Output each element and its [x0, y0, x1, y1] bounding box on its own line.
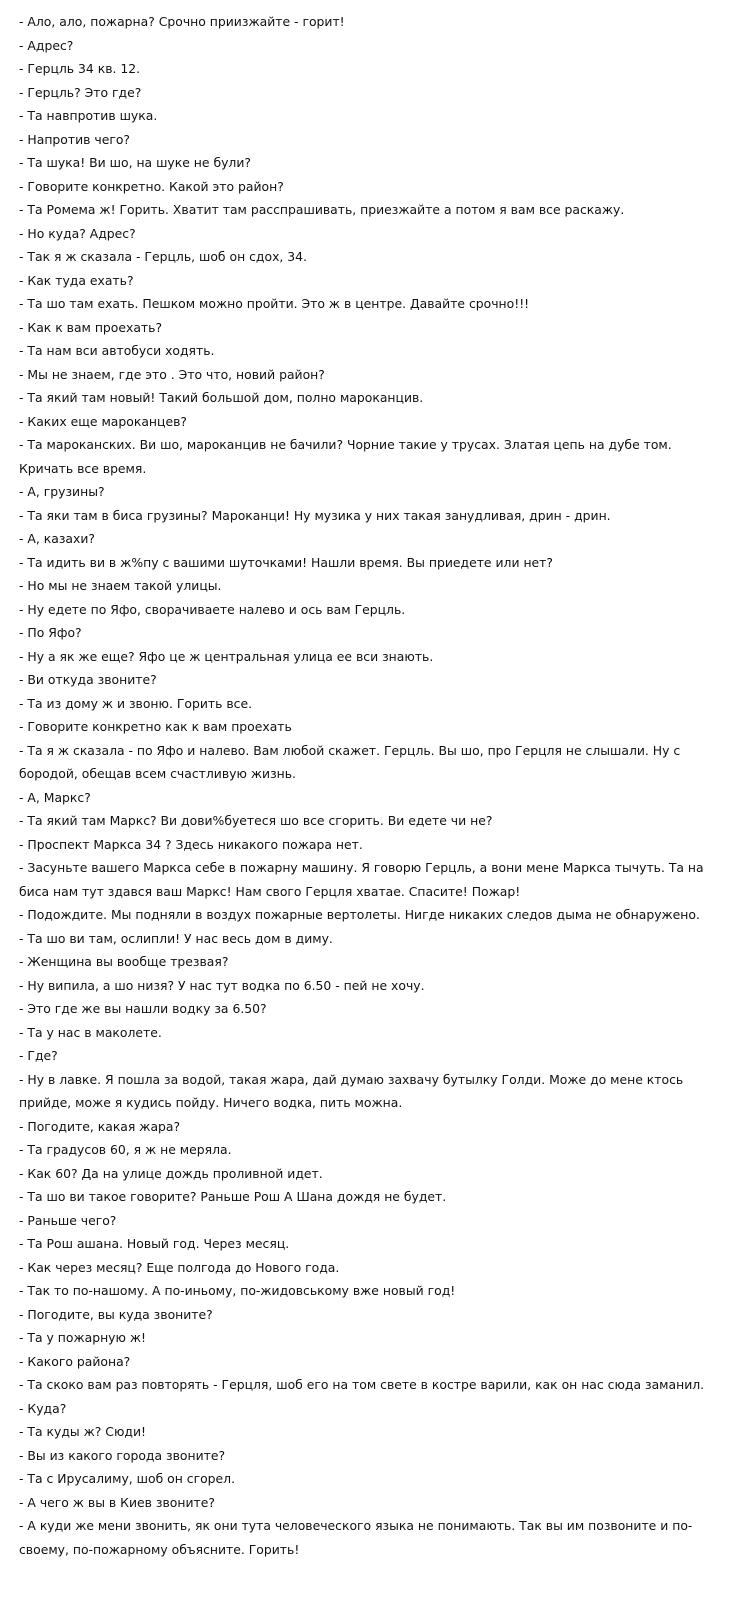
- dialogue-line: - Та навпротив шука.: [19, 108, 158, 123]
- dialogue-line: - Та шо ви там, ослипли! У нас весь дом в диму.: [19, 930, 333, 946]
- dialogue-line: - Говорите конкретно как к вам проехать: [19, 719, 292, 734]
- dialogue-line: - Это где же вы нашли водку за 6.50?: [19, 1001, 267, 1016]
- dialogue-document: [19, 10, 729, 1561]
- dialogue-line: - А, Маркс?: [19, 789, 91, 805]
- dialogue-line: - Какого района?: [19, 1353, 131, 1369]
- dialogue-line: - Как 60? Да на улице дождь проливной идет.: [19, 1165, 323, 1181]
- dialogue-line: - Как туда ехать?: [19, 272, 134, 288]
- dialogue-line: - Герцль? Это где?: [19, 84, 142, 100]
- dialogue-line: - Мы не знаем, где это . Это что, новий район?: [19, 366, 325, 382]
- dialogue-line: - Погодите, вы куда звоните?: [19, 1306, 213, 1322]
- dialogue-line: - Как к вам проехать?: [19, 319, 163, 335]
- dialogue-line: - Так я ж сказала - Герцль, шоб он сдох, 34.: [19, 249, 307, 264]
- dialogue-line: - Засуньте вашего Маркса себе в пожарну машину. Я говорю Герцль, а вони мене Маркса тычуть. Та на биса нам тут здався ваш Маркс! Нам свого Герцля хватае. Спасите! Пожар!: [19, 860, 704, 899]
- dialogue-line: - А чего ж вы в Киев звоните?: [19, 1494, 215, 1510]
- dialogue-line: - Та я ж сказала - по Яфо и налево. Вам любой скажет. Герцль. Вы шо, про Герцля не слышали. Ну с бородой, обещав всем счастливую жизнь.: [19, 742, 681, 781]
- dialogue-line: - Вы из какого города звоните?: [19, 1447, 226, 1463]
- dialogue-line: - Адрес?: [19, 37, 74, 53]
- dialogue-line: - Как через месяц? Еще полгода до Нового года.: [19, 1259, 340, 1275]
- dialogue-line: - Ну едете по Яфо, сворачиваете налево и ось вам Герцль.: [19, 601, 406, 617]
- dialogue-line: - Каких еще мароканцев?: [19, 413, 187, 429]
- dialogue-line: - Та идить ви в ж%пу с вашими шуточками! Нашли время. Вы приедете или нет?: [19, 554, 553, 570]
- dialogue-line: - Та мароканских. Ви шо, мароканцив не бачили? Чорние такие у трусах. Златая цепь на дубе том. Кричать все время.: [19, 437, 672, 476]
- dialogue-line: - Ну а як же еще? Яфо це ж центральная улица ее вси знають.: [19, 648, 434, 664]
- dialogue-line: - Ну випила, а шо низя? У нас тут водка по 6.50 - пей не хочу.: [19, 977, 425, 993]
- dialogue-line: - Погодите, какая жара?: [19, 1118, 181, 1134]
- dialogue-line: - Та нам вси автобуси ходять.: [19, 343, 215, 358]
- dialogue-line: - Та шо ви такое говорите? Раньше Рош А Шана дождя не будет.: [19, 1189, 447, 1204]
- dialogue-line: - Но куда? Адрес?: [19, 225, 136, 241]
- dialogue-line: - Раньше чего?: [19, 1212, 117, 1228]
- dialogue-line: - Но мы не знаем такой улицы.: [19, 578, 222, 593]
- dialogue-line: - Говорите конкретно. Какой это район?: [19, 178, 284, 194]
- dialogue-line: - Та шо там ехать. Пешком можно пройти. Это ж в центре. Давайте срочно!!!: [19, 296, 530, 311]
- dialogue-line: - Та Рош ашана. Новый год. Через месяц.: [19, 1236, 290, 1251]
- dialogue-line: - Так то по-нашому. А по-иньому, по-жидовському вже новый год!: [19, 1283, 456, 1298]
- dialogue-line: - Проспект Маркса 34 ? Здесь никакого пожара нет.: [19, 836, 363, 852]
- dialogue-line: - Ало, ало, пожарна? Срочно приизжайте - горит!: [19, 14, 345, 29]
- dialogue-line: - Та у пожарную ж!: [19, 1330, 147, 1345]
- dialogue-line: - Ви откуда звоните?: [19, 672, 157, 687]
- dialogue-line: - Куда?: [19, 1400, 67, 1416]
- dialogue-line: - Та Ромема ж! Горить. Хватит там расспрашивать, приезжайте а потом я вам все раскажу.: [19, 202, 625, 217]
- dialogue-line: - А куди же мени звонить, як они тута человеческого языка не понимають. Так вы им позвоните и по-своему, по-пожарному объясните. Горить!: [19, 1518, 693, 1557]
- dialogue-line: - Та який там новый! Такий большой дом, полно мароканцив.: [19, 390, 424, 405]
- dialogue-line: - А, казахи?: [19, 531, 95, 546]
- dialogue-line: - Та с Ирусалиму, шоб он сгорел.: [19, 1471, 236, 1486]
- dialogue-line: - Та из дому ж и звоню. Горить все.: [19, 695, 253, 711]
- dialogue-line: - Герцль 34 кв. 12.: [19, 61, 141, 76]
- dialogue-line: - Та куды ж? Сюди!: [19, 1424, 146, 1439]
- dialogue-line: - Подождите. Мы подняли в воздух пожарные вертолеты. Нигде никаких следов дыма не обнаружено.: [19, 907, 700, 922]
- dialogue-line: - Где?: [19, 1048, 58, 1063]
- dialogue-line: - Та скоко вам раз повторять - Герцля, шоб его на том свете в костре варили, как он нас сюда заманил.: [19, 1377, 705, 1392]
- dialogue-line: - Напротив чего?: [19, 131, 130, 147]
- dialogue-line: - Та яки там в биса грузины? Мароканци! Ну музика у них такая занудливая, дрин - дрин.: [19, 507, 611, 523]
- dialogue-line: - Женщина вы вообще трезвая?: [19, 954, 229, 969]
- dialogue-line: - По Яфо?: [19, 625, 82, 640]
- dialogue-line: - Та шука! Ви шо, на шуке не були?: [19, 155, 251, 170]
- dialogue-line: - Ну в лавке. Я пошла за водой, такая жара, дай думаю захвачу бутылку Голди. Може до мене ктось прийде, може я кудись пойду. Ничего водка, пить можна.: [19, 1071, 684, 1110]
- dialogue-line: - Та у нас в маколете.: [19, 1024, 162, 1040]
- dialogue-line: - Та градусов 60, я ж не меряла.: [19, 1142, 232, 1157]
- dialogue-line: - Та який там Маркс? Ви дови%буетеся шо все сгорить. Ви едете чи не?: [19, 813, 493, 828]
- dialogue-line: - А, грузины?: [19, 484, 105, 499]
